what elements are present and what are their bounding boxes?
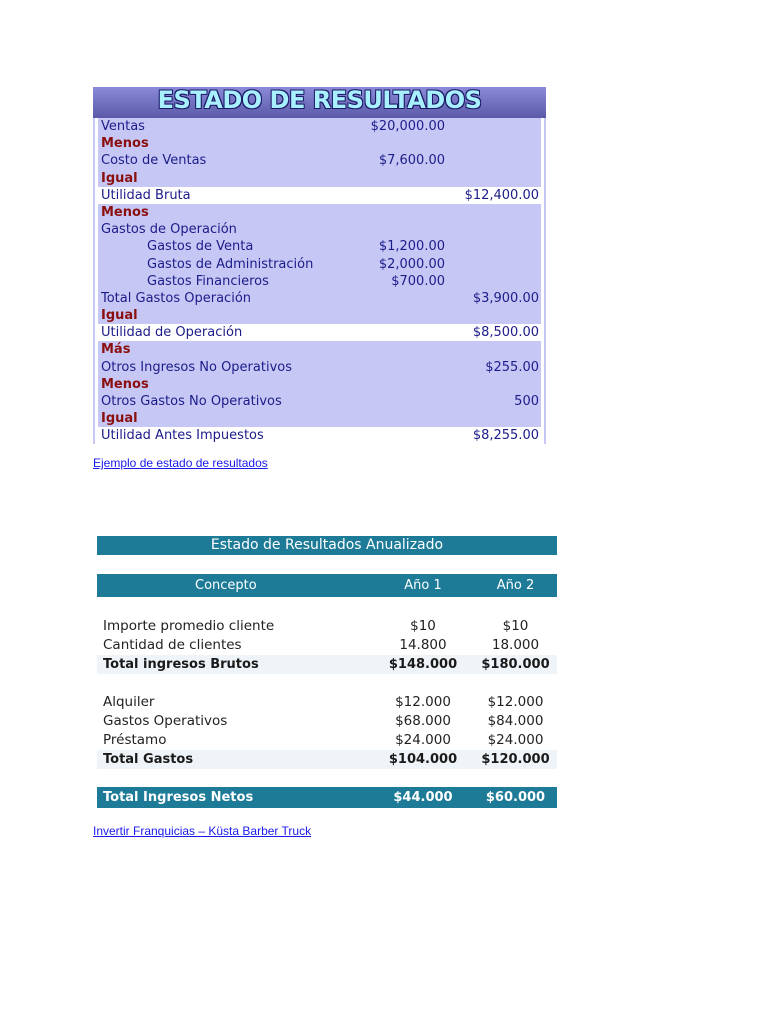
header-ano-2: Año 2 xyxy=(496,578,535,593)
estado-resultados-figure xyxy=(93,87,546,444)
table-row xyxy=(97,731,557,750)
row-ano-2: 18.000 xyxy=(491,637,540,653)
row-label: Gastos de Venta xyxy=(147,239,254,255)
row-ano-2: $10 xyxy=(502,618,529,634)
table-row xyxy=(98,273,541,290)
row-label: Utilidad Bruta xyxy=(101,187,191,203)
row-subtotal: $20,000.00 xyxy=(370,119,445,134)
table-row xyxy=(98,256,541,273)
caption-link-kusta[interactable]: Invertir Franquicias – Küsta Barber Truck xyxy=(93,824,312,838)
table-row xyxy=(97,787,557,808)
row-label: Menos xyxy=(101,204,149,220)
row-ano-1: $104.000 xyxy=(388,752,458,767)
row-label: Otros Ingresos No Operativos xyxy=(101,359,292,375)
table-row xyxy=(98,204,541,221)
table-row xyxy=(97,712,557,731)
table-row xyxy=(98,135,541,152)
row-total: 500 xyxy=(514,394,539,409)
row-total: $12,400.00 xyxy=(464,187,539,203)
row-label: Gastos de Operación xyxy=(101,222,237,238)
row-label: Menos xyxy=(101,136,149,152)
row-subtotal: $1,200.00 xyxy=(378,239,445,255)
row-label: Utilidad Antes Impuestos xyxy=(101,428,264,444)
row-label: Más xyxy=(101,342,131,358)
row-label: Igual xyxy=(101,308,138,324)
estado-resultados-table xyxy=(95,118,544,444)
row-concept: Préstamo xyxy=(103,732,167,748)
table-row xyxy=(98,324,541,341)
row-ano-2: $120.000 xyxy=(481,752,550,767)
row-ano-2: $12.000 xyxy=(487,694,544,710)
caption-link-ejemplo[interactable]: Ejemplo de estado de resultados xyxy=(93,456,268,470)
estado-resultados-anualizado-figure xyxy=(97,536,557,808)
table-header xyxy=(97,574,557,597)
table-row xyxy=(97,617,557,636)
row-ano-2: $180.000 xyxy=(481,657,550,672)
row-label: Otros Gastos No Operativos xyxy=(101,394,282,409)
row-label: Ventas xyxy=(101,119,145,134)
table-row xyxy=(98,170,541,187)
table-row xyxy=(98,341,541,358)
row-label: Igual xyxy=(101,411,138,427)
row-ano-1: 14.800 xyxy=(399,637,447,653)
row-ano-1: $24.000 xyxy=(395,732,451,748)
table-row xyxy=(97,693,557,712)
table-row xyxy=(98,359,541,376)
row-label: Menos xyxy=(101,376,149,392)
row-label: Gastos Financieros xyxy=(147,273,269,289)
row-ano-1: $12.000 xyxy=(395,694,451,710)
row-concept: Total Ingresos Netos xyxy=(103,790,254,805)
table-row xyxy=(98,238,541,255)
figure-title: ESTADO DE RESULTADOS xyxy=(93,87,546,118)
row-label: Costo de Ventas xyxy=(101,153,207,169)
row-label: Utilidad de Operación xyxy=(101,325,243,341)
table-row xyxy=(98,118,541,135)
row-ano-1: $68.000 xyxy=(395,713,451,729)
row-label: Total Gastos Operación xyxy=(101,290,252,306)
row-concept: Total Gastos xyxy=(103,752,194,767)
table-row xyxy=(98,427,541,444)
figure-title: Estado de Resultados Anualizado xyxy=(97,536,557,555)
row-label: Gastos de Administración xyxy=(147,256,314,272)
table-row xyxy=(97,750,557,769)
table-row xyxy=(98,410,541,427)
table-row xyxy=(97,655,557,674)
row-subtotal: $2,000.00 xyxy=(378,256,445,272)
table-row xyxy=(98,187,541,204)
row-ano-2: $84.000 xyxy=(487,713,544,729)
table-row xyxy=(98,307,541,324)
row-subtotal: $7,600.00 xyxy=(378,153,445,169)
row-ano-1: $10 xyxy=(410,618,436,634)
row-concept: Cantidad de clientes xyxy=(103,637,242,653)
row-ano-2: $24.000 xyxy=(487,732,544,748)
header-ano-1: Año 1 xyxy=(404,578,442,593)
row-total: $3,900.00 xyxy=(472,290,539,306)
row-ano-2: $60.000 xyxy=(485,790,546,805)
row-total: $8,500.00 xyxy=(472,325,539,341)
table-row xyxy=(98,221,541,238)
table-row xyxy=(98,393,541,410)
row-concept: Importe promedio cliente xyxy=(103,618,275,634)
row-total: $255.00 xyxy=(485,359,539,375)
row-total: $8,255.00 xyxy=(472,428,539,444)
table-row xyxy=(97,636,557,655)
row-concept: Total ingresos Brutos xyxy=(103,657,259,672)
row-concept: Gastos Operativos xyxy=(103,713,228,729)
row-subtotal: $700.00 xyxy=(391,273,445,289)
header-concepto: Concepto xyxy=(195,578,257,593)
row-label: Igual xyxy=(101,170,138,186)
table-row xyxy=(98,290,541,307)
row-concept: Alquiler xyxy=(103,694,155,710)
table-row xyxy=(98,152,541,169)
table-row xyxy=(98,376,541,393)
row-ano-1: $44.000 xyxy=(393,790,453,805)
row-ano-1: $148.000 xyxy=(388,657,458,672)
